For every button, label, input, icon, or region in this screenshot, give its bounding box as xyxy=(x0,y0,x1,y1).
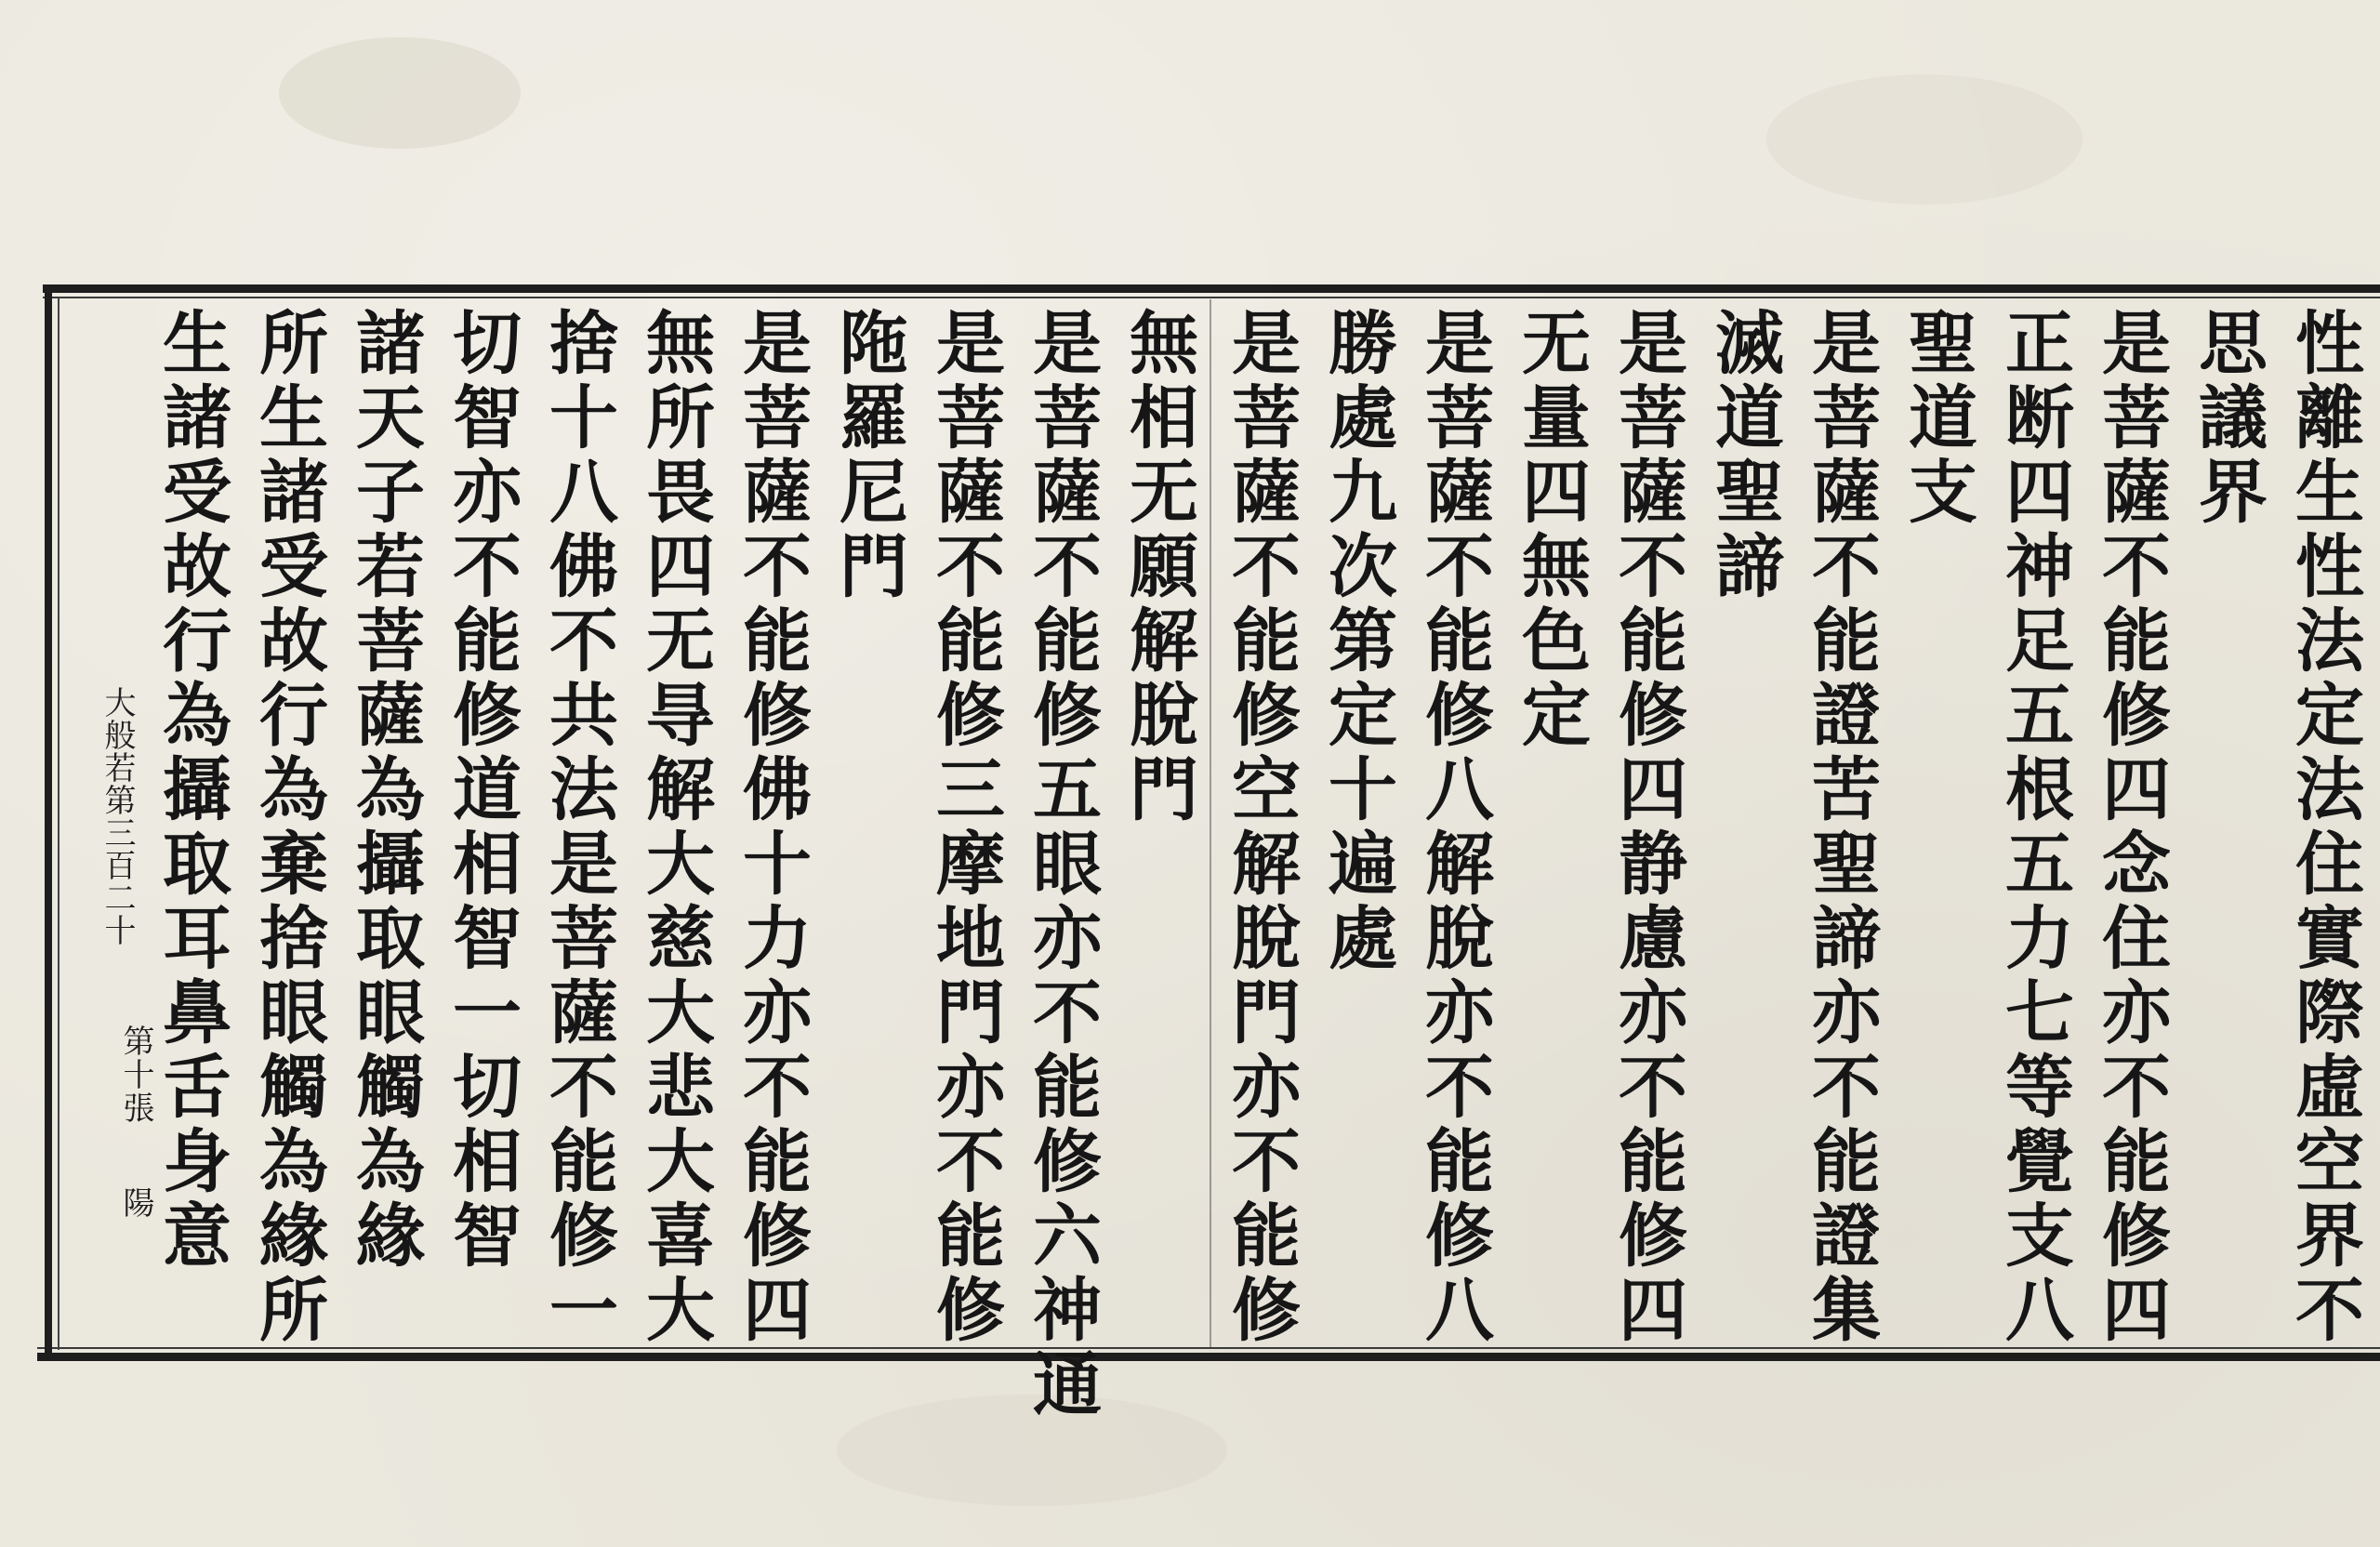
text-column-14: 是菩薩不能修五眼亦不能修六神通 xyxy=(1022,307,1102,1422)
text-column-21: 諸天子若菩薩為攝取眼觸為緣 xyxy=(345,307,425,1274)
frame-bottom-border xyxy=(37,1353,2380,1361)
text-column-1: 性離生性法定法住實際虛空界不 xyxy=(2284,307,2364,1348)
margin-side-mark: 陽 xyxy=(117,1186,154,1218)
text-column-18: 無所畏四无㝵解大慈大悲大喜大 xyxy=(635,307,715,1348)
text-column-11: 勝處九次第定十遍處 xyxy=(1317,307,1397,976)
text-column-2: 思議界 xyxy=(2188,307,2268,530)
text-column-6: 是菩薩不能證苦聖諦亦不能證集 xyxy=(1801,307,1881,1348)
center-fold-line xyxy=(1210,299,1211,1348)
frame-top-inner-border xyxy=(43,297,2380,298)
text-column-22: 所生諸受故行為棄捨眼觸為緣所 xyxy=(248,307,328,1348)
margin-sheet-number: 第十張 xyxy=(117,1025,154,1125)
paper-stain xyxy=(279,37,521,149)
margin-volume-title: 大般若第三百二十 xyxy=(99,686,136,946)
frame-left-border xyxy=(45,286,52,1355)
text-column-5: 聖道支 xyxy=(1897,307,1977,530)
text-column-10: 是菩薩不能修八解脫亦不能修八 xyxy=(1414,307,1494,1348)
text-column-15: 是菩薩不能修三摩地門亦不能修 xyxy=(925,307,1005,1348)
paper-stain xyxy=(1766,74,2082,205)
text-column-17: 是菩薩不能修佛十力亦不能修四 xyxy=(732,307,812,1348)
text-column-16: 陁羅尼門 xyxy=(828,307,908,604)
text-column-8: 是菩薩不能修四静慮亦不能修四 xyxy=(1607,307,1687,1348)
text-column-12: 是菩薩不能修空解脫門亦不能修 xyxy=(1221,307,1301,1348)
text-column-7: 滅道聖諦 xyxy=(1704,307,1784,604)
text-column-3: 是菩薩不能修四念住亦不能修四 xyxy=(2091,307,2171,1348)
frame-left-inner-border xyxy=(58,298,60,1350)
text-column-23: 生諸受故行為攝取耳鼻舌身意 xyxy=(152,307,231,1274)
text-column-19: 捨十八佛不共法是菩薩不能修一 xyxy=(538,307,618,1348)
text-column-20: 切智亦不能修道相智一切相智 xyxy=(442,307,522,1274)
text-column-4: 正断四神足五根五力七等覺支八 xyxy=(1994,307,2074,1348)
text-column-13: 無相无願解脫門 xyxy=(1118,307,1198,827)
frame-top-border xyxy=(43,284,2380,293)
text-column-9: 无量四無色定 xyxy=(1511,307,1591,753)
